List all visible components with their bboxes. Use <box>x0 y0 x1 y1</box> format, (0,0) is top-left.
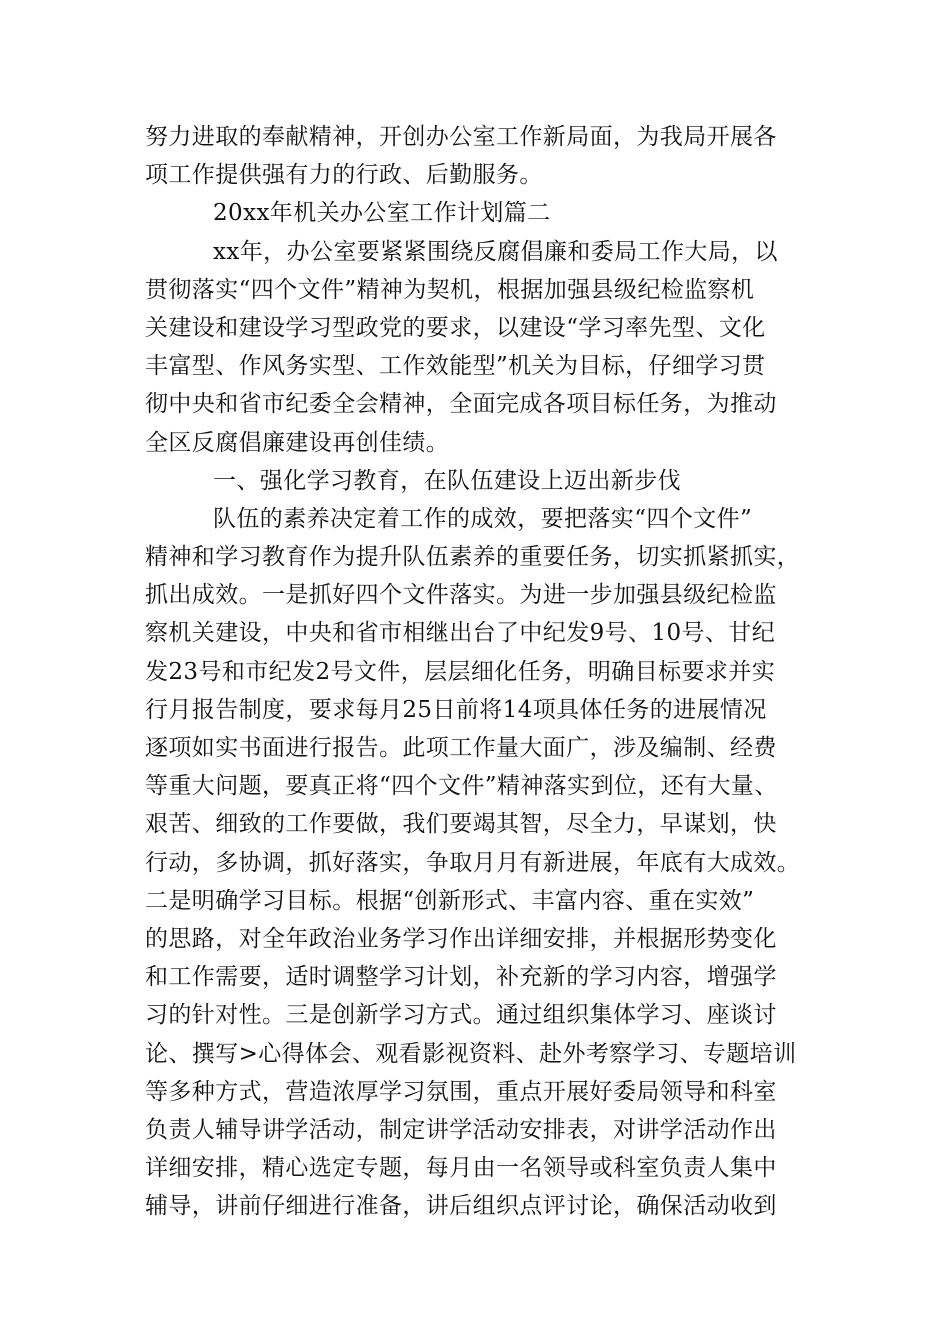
body-text-line: 逐项如实书面进行报告。此项工作量大面广，涉及编制、经费 <box>145 735 777 761</box>
body-text-line: 等重大问题，要真正将“四个文件”精神落实到位，还有大量、 <box>145 773 778 800</box>
body-text-line: 抓出成效。一是抓好四个文件落实。为进一步加强县级纪检监 <box>145 582 777 609</box>
body-text-line: 察机关建设，中央和省市相继出台了中纪发9号、10号、甘纪 <box>145 620 776 647</box>
body-text-line: 丰富型、作风务实型、工作效能型”机关为目标，仔细学习贯 <box>145 353 766 380</box>
body-text-line: 习的针对性。三是创新学习方式。通过组织集体学习、座谈讨 <box>145 1002 777 1029</box>
subsection-heading: 一、强化学习教育，在队伍建设上迈出新步伐 <box>213 467 681 494</box>
body-text-line: 发23号和市纪发2号文件，层层细化任务，明确目标要求并实 <box>145 658 776 685</box>
body-text-line: 等多种方式，营造浓厚学习氛围，重点开展好委局领导和科室 <box>145 1078 777 1105</box>
body-text-line: xx年，办公室要紧紧围绕反腐倡廉和委局工作大局，以 <box>213 238 778 265</box>
body-text-line: 详细安排，精心选定专题，每月由一名领导或科室负责人集中 <box>145 1155 777 1182</box>
body-text-line: 行月报告制度，要求每月25日前将14项具体任务的进展情况 <box>145 696 767 723</box>
body-text-line: 二是明确学习目标。根据“创新形式、丰富内容、重在实效” <box>145 887 755 914</box>
body-text-line: 全区反腐倡廉建设再创佳绩。 <box>145 429 450 456</box>
body-text-line: 贯彻落实“四个文件”精神为契机，根据加强县级纪检监察机 <box>145 276 755 303</box>
section-heading: 20xx年机关办公室工作计划篇二 <box>213 200 551 227</box>
body-text-line: 队伍的素养决定着工作的成效，要把落实“四个文件” <box>213 505 753 532</box>
body-text-line: 彻中央和省市纪委全会精神，全面完成各项目标任务，为推动 <box>145 391 777 418</box>
body-text-line: 负责人辅导讲学活动，制定讲学活动安排表，对讲学活动作出 <box>145 1116 777 1143</box>
body-text-line: 行动，多协调，抓好落实，争取月月有新进展，年底有大成效。 <box>145 849 801 876</box>
body-text-line: 和工作需要，适时调整学习计划，补充新的学习内容，增强学 <box>145 964 777 991</box>
document-page <box>145 118 805 1225</box>
body-text-line: 精神和学习教育作为提升队伍素养的重要任务，切实抓紧抓实， <box>145 544 801 571</box>
body-text-line: 关建设和建设学习型政党的要求，以建设“学习率先型、文化 <box>145 314 766 341</box>
body-text-line: 项工作提供强有力的行政、后勤服务。 <box>145 162 543 189</box>
body-text-line: 的思路，对全年政治业务学习作出详细安排，并根据形势变化 <box>145 925 777 952</box>
body-text-line: 艰苦、细致的工作要做，我们要竭其智，尽全力，早谋划，快 <box>145 811 777 838</box>
body-text-line: 论、撰写>心得体会、观看影视资料、赴外考察学习、专题培训 <box>145 1040 797 1067</box>
body-text-line: 辅导，讲前仔细进行准备，讲后组织点评讨论，确保活动收到 <box>145 1193 777 1220</box>
body-text-line: 努力进取的奉献精神，开创办公室工作新局面，为我局开展各 <box>145 124 777 150</box>
